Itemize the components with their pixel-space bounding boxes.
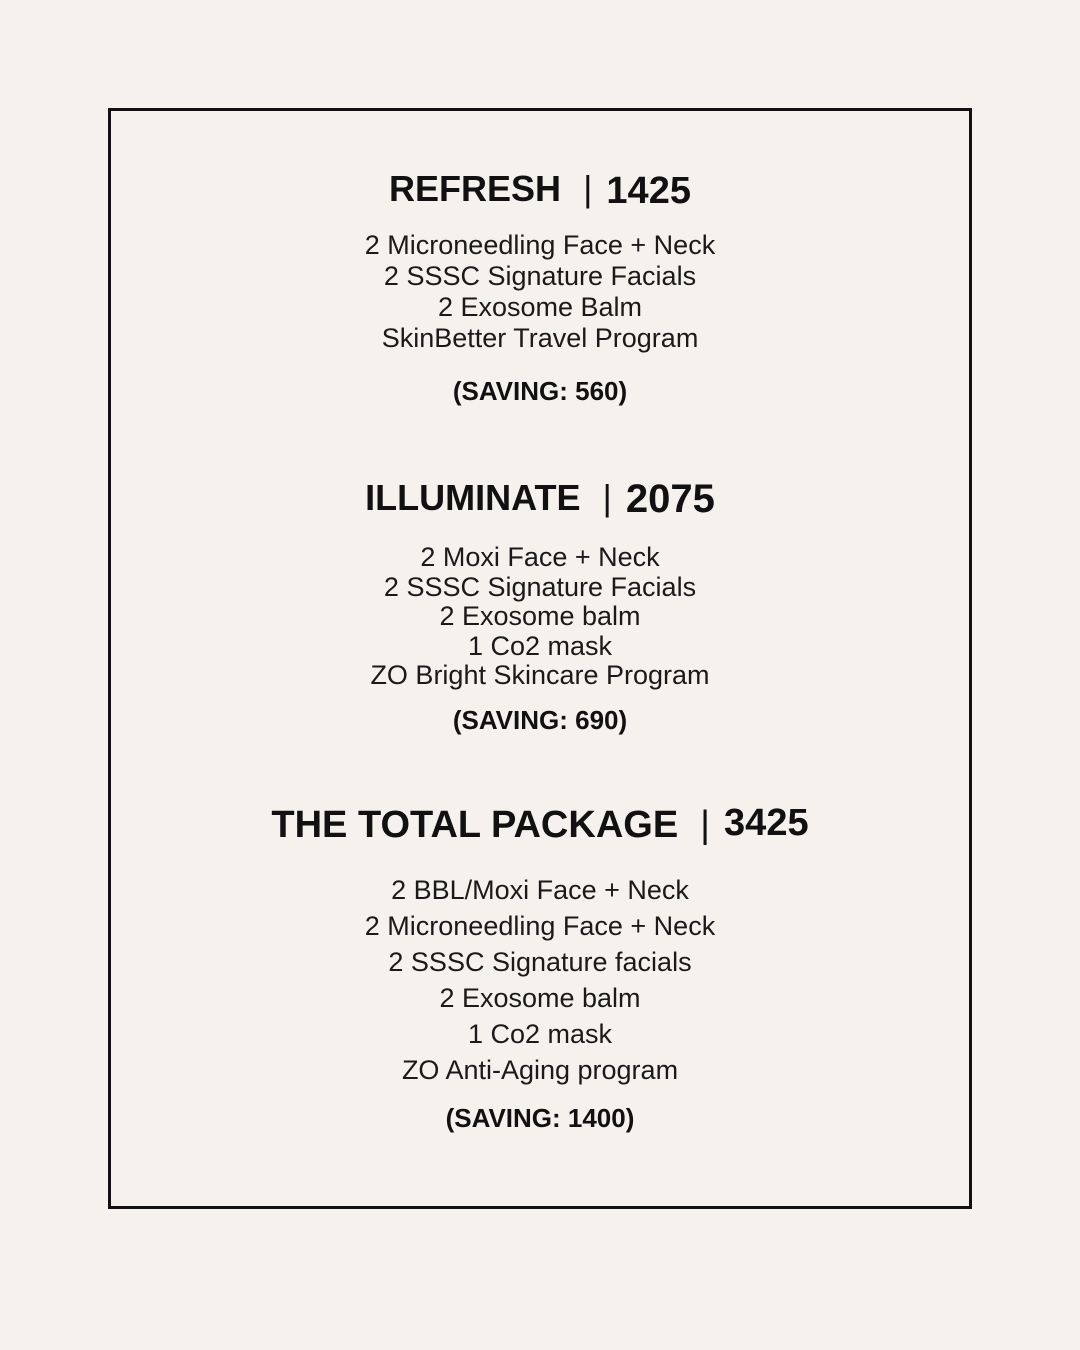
package-item: 2 Microneedling Face + Neck <box>364 911 716 941</box>
package-item: 2 SSSC Signature facials <box>388 947 692 977</box>
package-price: 1425 <box>606 170 691 212</box>
heading-separator: | <box>700 804 711 846</box>
package-item: 2 Exosome balm <box>439 601 641 631</box>
package-item: 2 BBL/Moxi Face + Neck <box>391 875 689 905</box>
package-item: 2 Exosome balm <box>439 983 641 1013</box>
package-items-list <box>0 872 1080 1088</box>
package-price: 3425 <box>724 802 809 844</box>
package-saving: (SAVING: 690) <box>452 705 628 735</box>
package-heading <box>0 477 1080 521</box>
package-name: THE TOTAL PACKAGE <box>271 804 679 846</box>
heading-separator: | <box>583 168 593 209</box>
package-heading <box>0 802 1080 846</box>
package-item: 2 Moxi Face + Neck <box>420 542 660 572</box>
package-price: 2075 <box>625 477 715 521</box>
package-items-list <box>0 543 1080 691</box>
package-item: 2 SSSC Signature Facials <box>383 571 697 602</box>
package-item: ZO Anti-Aging program <box>401 1055 679 1085</box>
package-item: SkinBetter Travel Program <box>381 323 699 353</box>
package-item: 1 Co2 mask <box>467 1019 613 1049</box>
package-item: ZO Bright Skincare Program <box>370 660 710 690</box>
package-item: 2 Microneedling Face + Neck <box>364 230 716 260</box>
package-item: 2 SSSC Signature Facials <box>383 261 697 291</box>
heading-separator: | <box>602 477 612 518</box>
package-name: REFRESH <box>389 168 562 209</box>
package-heading <box>0 168 1080 212</box>
package-item: 1 Co2 mask <box>467 630 613 661</box>
package-items-list <box>0 230 1080 354</box>
package-saving: (SAVING: 1400) <box>445 1103 635 1133</box>
package-saving: (SAVING: 560) <box>452 376 628 406</box>
package-item: 2 Exosome Balm <box>437 292 643 322</box>
package-name: ILLUMINATE <box>365 477 581 518</box>
